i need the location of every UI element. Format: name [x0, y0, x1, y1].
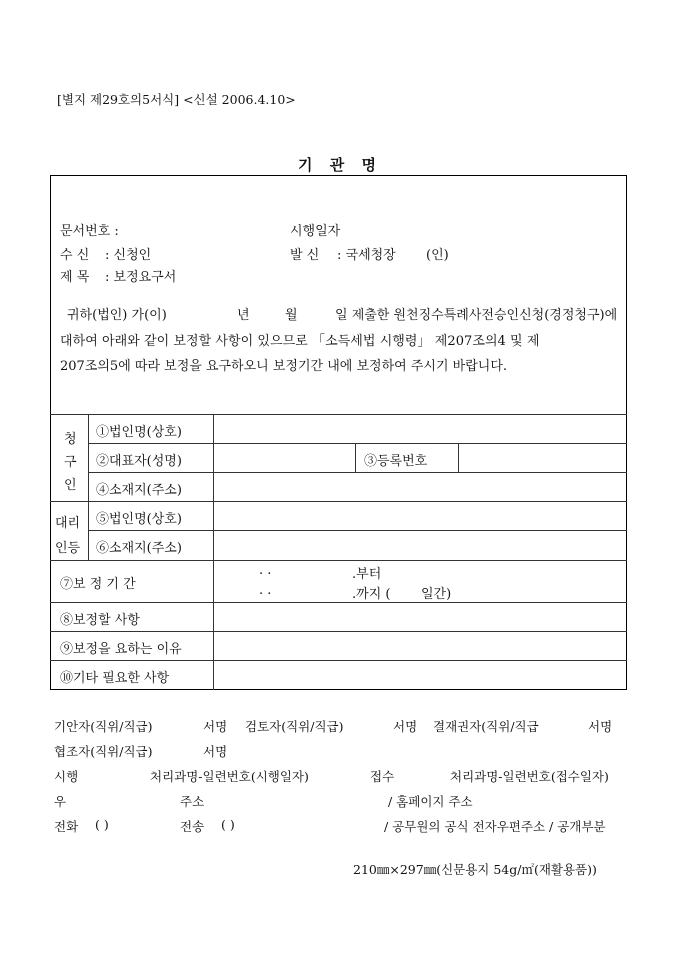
subject-label: 제 목: [60, 270, 90, 285]
cell-divider: [355, 443, 356, 472]
drafter-label: 기안자(직위/직급): [54, 719, 153, 734]
applicant-group-3: 인: [64, 478, 77, 493]
row-line: [50, 560, 627, 561]
receipt-label: 접수: [370, 769, 395, 784]
fax-label: 전송: [180, 819, 205, 834]
exec-number: 처리과명-일련번호(시행일자): [150, 769, 309, 784]
row-representative: ②대표자(성명): [96, 454, 182, 469]
approver-label: 결재권자(직위/직급: [433, 719, 539, 734]
cell-divider: [458, 443, 459, 472]
row-line: [50, 631, 627, 632]
page-title: 기 관 명: [298, 156, 382, 174]
phone-label: 전화: [54, 819, 79, 834]
email-label: / 공무원의 공식 전자우편주소 / 공개부분: [384, 819, 606, 834]
period-days: 일간): [421, 587, 452, 602]
agent-group-2: 인등: [55, 541, 81, 556]
body-line1-year: 년: [237, 308, 250, 323]
exec-label: 시행: [54, 769, 79, 784]
applicant-group-2: 구: [64, 455, 77, 470]
group-divider: [88, 414, 89, 560]
period-from: .부터: [352, 567, 382, 582]
form-number: [별지 제29호의5서식] <신설 2006.4.10>: [57, 92, 296, 107]
drafter-sign: 서명: [203, 719, 228, 734]
row-agent-name: ⑤법인명(상호): [96, 512, 182, 527]
row-period: ⑦보 정 기 간: [60, 577, 136, 592]
row-line: [50, 501, 627, 502]
body-line2: 대하여 아래와 같이 보정할 사항이 있으므로 「소득세법 시행령」 제207조의4 및 제: [60, 334, 540, 349]
table-top-line: [50, 414, 627, 415]
body-line3: 207조의5에 따라 보정을 요구하오니 보정기간 내에 보정하여 주시기 바랍니다.: [60, 359, 508, 374]
row-correction-reason: ⑨보정을 요하는 이유: [60, 642, 182, 657]
cooperator-sign: 서명: [203, 744, 228, 759]
row-correction-items: ⑧보정할 사항: [60, 613, 140, 628]
exec-date-label: 시행일자: [290, 224, 341, 239]
agent-group-1: 대리: [55, 516, 81, 531]
row-other-items: ⑩기타 필요한 사항: [60, 671, 170, 686]
row-line: [50, 660, 627, 661]
cooperator-label: 협조자(직위/직급): [54, 744, 153, 759]
row-line: [50, 602, 627, 603]
period-from-dots: . .: [259, 563, 272, 578]
row-line: [88, 530, 627, 531]
phone-paren: ( ): [95, 817, 109, 832]
homepage-label: / 홈페이지 주소: [388, 794, 473, 809]
body-line1-rest: 일 제출한 원천징수특례사전승인신청(경정청구)에: [335, 308, 618, 323]
label-divider: [213, 414, 214, 690]
postal-label: 우: [54, 794, 67, 809]
paper-spec: 210㎜×297㎜(신문용지 54g/㎡(재활용품)): [353, 862, 597, 877]
subject-value: : 보정요구서: [105, 270, 177, 285]
period-to: .까지 (: [352, 587, 391, 602]
row-agent-address: ⑥소재지(주소): [96, 541, 182, 556]
period-to-dots: . .: [259, 583, 272, 598]
address-label: 주소: [180, 794, 205, 809]
row-line: [88, 443, 627, 444]
row-line: [88, 472, 627, 473]
doc-no-label: 문서번호 :: [60, 224, 119, 239]
reviewer-label: 검토자(직위/직급): [245, 719, 344, 734]
applicant-group-1: 청: [64, 432, 77, 447]
seal-mark: (인): [426, 248, 449, 263]
body-line1-start: 귀하(법인) 가(이): [67, 308, 167, 323]
sender-label: 발 신: [290, 248, 320, 263]
fax-paren: ( ): [221, 817, 235, 832]
reviewer-sign: 서명: [393, 719, 418, 734]
sender-value: : 국세청장: [337, 248, 396, 263]
receipt-number: 처리과명-일련번호(접수일자): [450, 769, 609, 784]
row-address: ④소재지(주소): [96, 483, 182, 498]
recipient-label: 수 신: [60, 248, 90, 263]
recipient-value: : 신청인: [105, 248, 152, 263]
body-line1-month: 월: [285, 308, 298, 323]
row-reg-number: ③등록번호: [364, 454, 428, 469]
approver-sign: 서명: [588, 719, 613, 734]
row-corp-name: ①법인명(상호): [96, 425, 182, 440]
